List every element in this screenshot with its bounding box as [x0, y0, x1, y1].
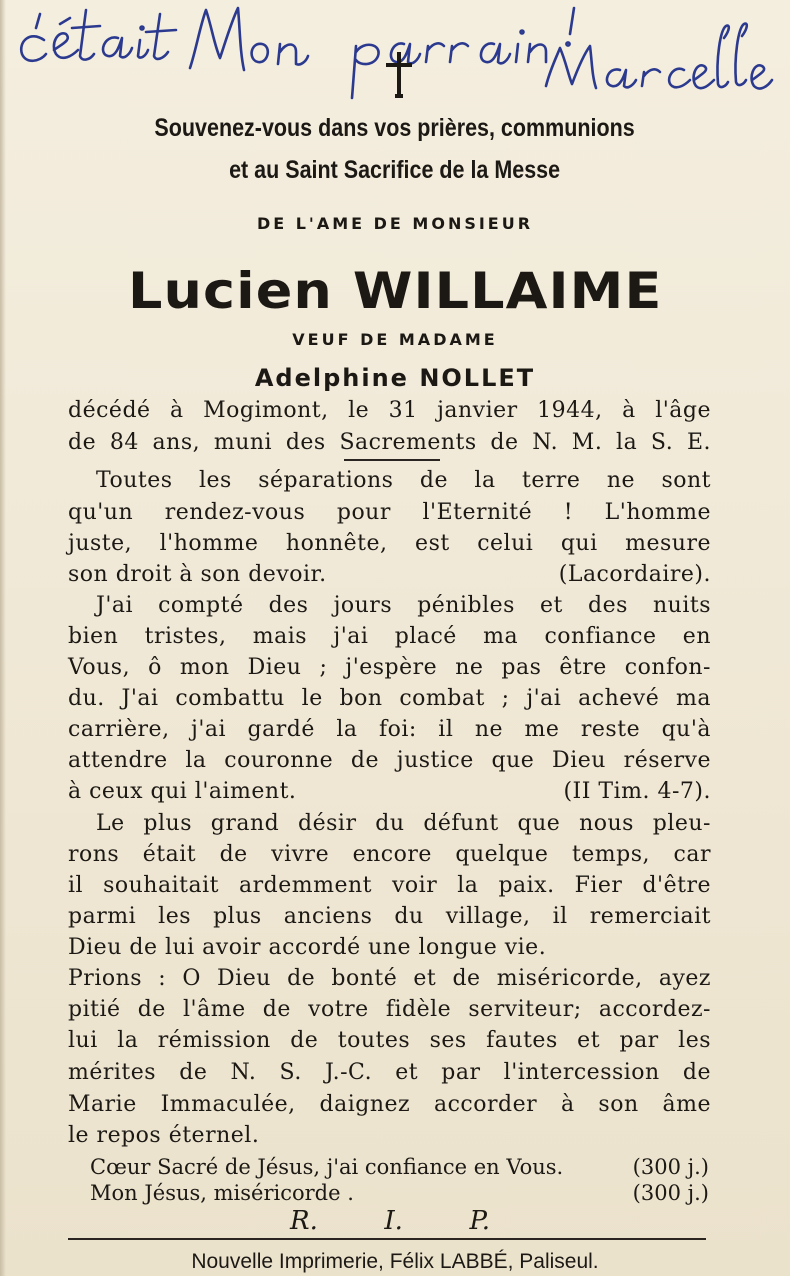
invocation-row [90, 1157, 709, 1178]
rip-letter: R. [290, 1206, 318, 1236]
quote1-line: qu'un rendez-vous pour l'Eternité ! L'homme [68, 500, 711, 525]
paragraph3-line: il souhaitait ardemment voir la paix. Fier d'être [68, 873, 711, 898]
quote2-last-line [68, 781, 711, 803]
paragraph3-line: Dieu de lui avoir accordé une longue vie. [68, 935, 547, 960]
paragraph3-line: rons était de vivre encore quelque temps, car [68, 842, 711, 867]
quote2-line: carrière, j'ai gardé la foi: il ne me reste qu'à [68, 717, 711, 742]
quote1-line: Toutes les séparations de la terre ne sont [96, 468, 711, 493]
invocation-indulgence: (300 j.) [632, 1181, 709, 1205]
prayer-line: le repos éternel. [68, 1123, 260, 1148]
quote2-line: du. J'ai combattu le bon combat ; j'ai achevé ma [68, 686, 711, 711]
paragraph3-line: parmi les plus anciens du village, il remerciait [68, 904, 711, 929]
quote1-last-text: son droit à son devoir. [68, 562, 327, 587]
invocation-indulgence: (300 j.) [632, 1155, 709, 1179]
quote2-line: Vous, ô mon Dieu ; j'espère ne pas être confon- [68, 655, 711, 680]
invocation-row [90, 1183, 709, 1204]
rip-letter: I. [384, 1206, 403, 1236]
widow-label: VEUF DE MADAME [292, 330, 498, 349]
cross-icon [384, 52, 414, 100]
quote1-line: juste, l'homme honnête, est celui qui mesure [68, 531, 711, 556]
prayer-line: pitié de l'âme de votre fidèle serviteur; accordez- [68, 997, 711, 1022]
quote1-last-line [68, 564, 711, 586]
header-line-2: et au Saint Sacrifice de la Messe [229, 156, 561, 184]
spouse-name: Adelphine NOLLET [254, 364, 536, 392]
quote1-source: (Lacordaire). [558, 562, 711, 587]
deceased-name: Lucien WILLAIME [128, 262, 663, 320]
rip [290, 1206, 490, 1236]
prayer-line: Marie Immaculée, daignez accorder à son âme [68, 1092, 711, 1117]
quote2-line: J'ai compté des jours pénibles et des nuits [96, 593, 711, 618]
death-notice-line-2: de 84 ans, muni des Sacrements de N. M. la S. E. [68, 430, 711, 455]
sacrements-underline [344, 459, 440, 461]
prayer-line: mérites de N. S. J.-C. et par l'intercession de [68, 1060, 711, 1085]
quote2-last-text: à ceux qui l'aiment. [68, 779, 297, 804]
rip-letter: P. [469, 1206, 490, 1236]
paragraph3-line: Le plus grand désir du défunt que nous pleu- [96, 811, 711, 836]
invocation-text: Mon Jésus, miséricorde . [90, 1181, 354, 1205]
card-edge-shadow [0, 0, 6, 1276]
invocation-text: Cœur Sacré de Jésus, j'ai confiance en Vous. [90, 1155, 564, 1179]
quote2-source: (II Tim. 4-7). [563, 779, 711, 804]
prayer-line: Prions : O Dieu de bonté et de miséricorde, ayez [68, 966, 711, 991]
quote2-line: attendre la couronne de justice que Dieu réserve [68, 748, 711, 773]
death-notice-line-1: décédé à Mogimont, le 31 janvier 1944, à l'âge [68, 398, 711, 423]
prayer-line: lui la rémission de toutes ses fautes et par les [68, 1028, 711, 1053]
footer-divider [68, 1238, 706, 1240]
header-line-1: Souvenez-vous dans vos prières, communions [154, 114, 635, 142]
quote2-line: bien tristes, mais j'ai placé ma confiance en [68, 624, 711, 649]
header-line-3: DE L'AME DE MONSIEUR [256, 214, 534, 233]
printer-credit: Nouvelle Imprimerie, Félix LABBÉ, Paliseul. [191, 1250, 599, 1273]
